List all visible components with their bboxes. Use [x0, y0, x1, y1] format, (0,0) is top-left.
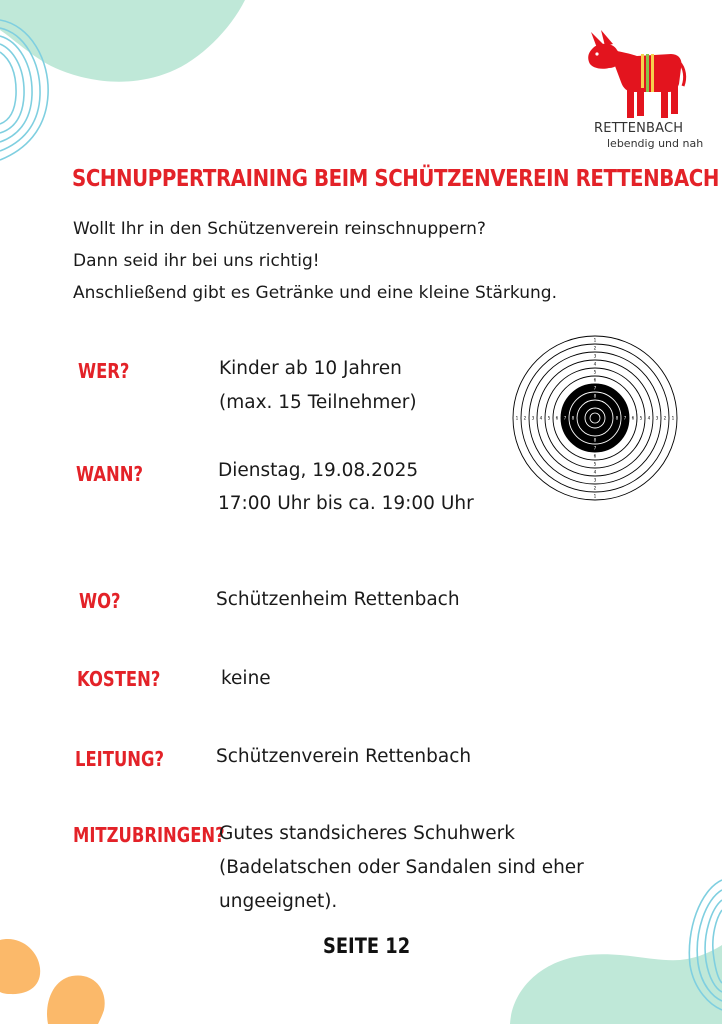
svg-text:4: 4 [593, 469, 597, 475]
svg-text:8: 8 [571, 415, 575, 421]
svg-text:6: 6 [631, 415, 635, 421]
svg-text:3: 3 [531, 415, 535, 421]
svg-text:7: 7 [593, 385, 597, 391]
svg-text:3: 3 [593, 353, 597, 359]
shooting-target-icon [510, 333, 680, 503]
value-wer-line1: Kinder ab 10 Jahren [219, 358, 402, 379]
svg-text:7: 7 [623, 415, 627, 421]
svg-text:2: 2 [663, 415, 667, 421]
svg-text:6: 6 [593, 377, 597, 383]
svg-text:6: 6 [593, 453, 597, 459]
value-kosten: keine [221, 668, 271, 689]
svg-text:5: 5 [593, 461, 597, 467]
svg-text:1: 1 [515, 415, 519, 421]
intro-line: Dann seid ihr bei uns richtig! [73, 251, 320, 271]
svg-text:3: 3 [593, 477, 597, 483]
svg-text:8: 8 [615, 415, 619, 421]
page-number: SEITE 12 [323, 934, 411, 958]
intro-line: Wollt Ihr in den Schützenverein reinschnuppern? [73, 219, 486, 239]
logo-name: RETTENBACH [594, 121, 684, 136]
svg-text:2: 2 [523, 415, 527, 421]
value-wer-line2: (max. 15 Teilnehmer) [219, 392, 417, 413]
svg-text:4: 4 [539, 415, 543, 421]
svg-text:2: 2 [593, 345, 597, 351]
svg-text:4: 4 [647, 415, 651, 421]
svg-text:5: 5 [593, 369, 597, 375]
label-wer: WER? [78, 359, 130, 383]
svg-text:5: 5 [547, 415, 551, 421]
svg-text:1: 1 [671, 415, 675, 421]
svg-text:5: 5 [639, 415, 643, 421]
value-mitzubringen-line2: (Badelatschen oder Sandalen sind eher [219, 857, 584, 878]
label-kosten: KOSTEN? [77, 667, 161, 691]
value-wann-line2: 17:00 Uhr bis ca. 19:00 Uhr [218, 493, 474, 514]
logo-tagline: lebendig und nah [607, 137, 704, 150]
page-title: SCHNUPPERTRAINING BEIM SCHÜTZENVEREIN RETTENBACH [72, 166, 719, 192]
svg-text:1: 1 [593, 337, 597, 343]
svg-text:2: 2 [593, 485, 597, 491]
label-wo: WO? [79, 589, 121, 613]
svg-text:7: 7 [593, 445, 597, 451]
svg-text:6: 6 [555, 415, 559, 421]
svg-text:4: 4 [593, 361, 597, 367]
label-mitzubringen: MITZUBRINGEN? [73, 823, 225, 847]
red-donkey-logo-icon [583, 28, 687, 124]
value-leitung: Schützenverein Rettenbach [216, 746, 472, 767]
intro-line: Anschließend gibt es Getränke und eine kleine Stärkung. [73, 283, 557, 303]
value-mitzubringen-line3: ungeeignet). [219, 891, 338, 912]
label-leitung: LEITUNG? [75, 747, 164, 771]
value-wann-line1: Dienstag, 19.08.2025 [218, 460, 419, 481]
svg-text:1: 1 [593, 493, 597, 499]
label-wann: WANN? [76, 462, 144, 486]
value-mitzubringen-line1: Gutes standsicheres Schuhwerk [219, 823, 515, 844]
svg-text:8: 8 [593, 393, 597, 399]
value-wo: Schützenheim Rettenbach [216, 589, 460, 610]
svg-text:8: 8 [593, 437, 597, 443]
svg-text:7: 7 [563, 415, 567, 421]
svg-text:3: 3 [655, 415, 659, 421]
